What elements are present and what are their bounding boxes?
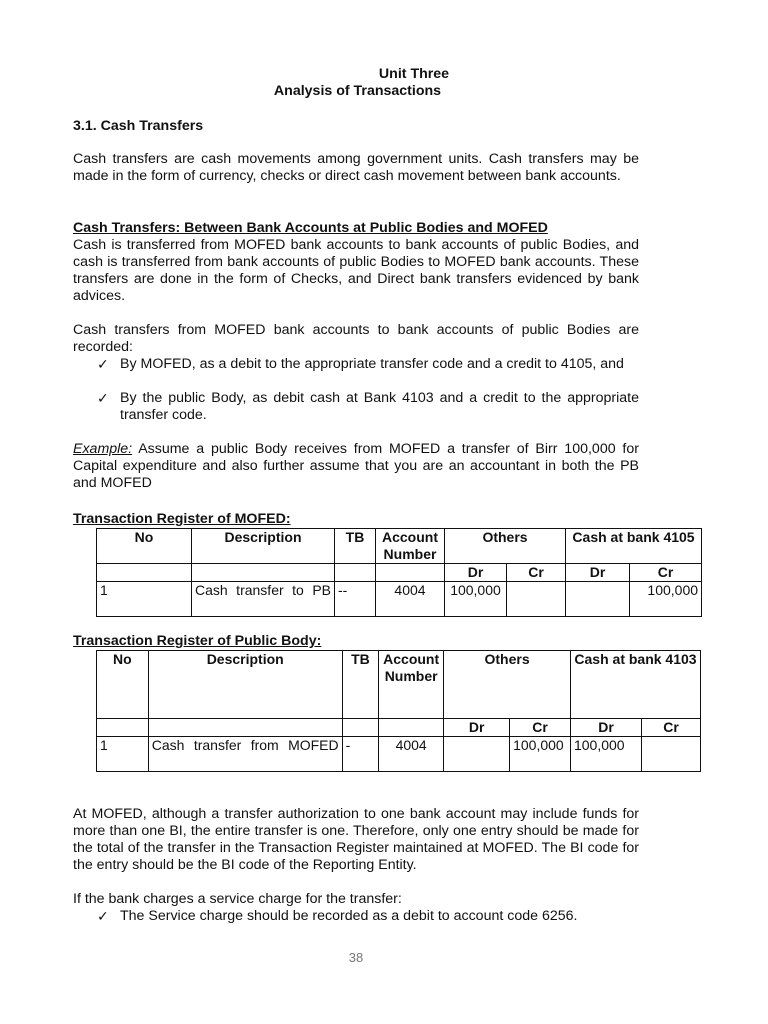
header-cash-dr: Dr [566,564,630,582]
header-cash-cr: Cr [630,564,702,582]
header-no: No [97,529,192,564]
closing-paragraph: At MOFED, although a transfer authorization to one bank account may include funds for more than one BI, the entire transfer is one. Therefore, only one entry should be made for the total of the transfer in the Transaction Register maintained at MOFED. The BI code for the entry should be the BI code of the Reporting Entity. [73,806,639,873]
cell-account-number: 4004 [376,582,445,617]
header-tb: TB [342,651,379,719]
table-subheader-row [97,719,701,737]
table-row [97,737,701,772]
example-paragraph [73,441,639,492]
subsection-paragraph: Cash is transferred from MOFED bank accounts to bank accounts of public Bodies, and cash is transferred from bank accounts of public Bodies to MOFED bank accounts. These transfers are done in the form of Checks, and Direct bank transfers evidenced by bank advices. [73,237,639,304]
cell-cash-dr [566,582,630,617]
table-header-row [97,651,701,719]
header-cash-at-bank: Cash at bank 4103 [570,651,700,719]
page-title: Analysis of Transactions [273,83,442,99]
bullet-mofed: By MOFED, as a debit to the appropriate transfer code and a credit to 4105, and [120,356,624,372]
recorded-intro: Cash transfers from MOFED bank accounts to bank accounts of public Bodies are recorded: [73,322,639,355]
header-others: Others [445,529,566,564]
header-cash-at-bank: Cash at bank 4105 [566,529,702,564]
cell-no: 1 [97,737,149,772]
mofed-register-title: Transaction Register of MOFED: [73,511,291,527]
header-others-cr: Cr [510,719,571,737]
pb-register-table [96,650,701,772]
example-label: Example: [73,441,133,457]
header-others-dr: Dr [444,719,510,737]
cell-cash-cr [642,737,701,772]
service-intro: If the bank charges a service charge for the transfer: [73,891,402,907]
cell-cash-cr: 100,000 [630,582,702,617]
table-subheader-row [97,564,702,582]
table-row [97,582,702,617]
header-no: No [97,651,149,719]
header-account-number: Account Number [376,529,445,564]
unit-title: Unit Three [378,66,450,82]
mofed-register-table [96,528,702,617]
check-icon: ✓ [97,390,109,406]
intro-paragraph: Cash transfers are cash movements among government units. Cash transfers may be made in the form of currency, checks or direct cash movement between bank accounts. [73,151,639,184]
check-icon: ✓ [97,356,109,372]
cell-tb: -- [335,582,376,617]
header-tb: TB [335,529,376,564]
header-others-dr: Dr [445,564,507,582]
page-number: 38 [348,950,364,965]
header-others-cr: Cr [507,564,566,582]
cell-description: Cash transfer to PB [192,582,335,617]
bullet-service-charge: The Service charge should be recorded as a debit to account code 6256. [120,908,578,924]
bullet-public-body: By the public Body, as debit cash at Bank 4103 and a credit to the appropriate transfer code. [120,390,639,423]
cell-cash-dr: 100,000 [570,737,641,772]
header-account-number: Account Number [379,651,444,719]
check-icon: ✓ [97,908,109,924]
cell-account-number: 4004 [379,737,444,772]
example-text: Assume a public Body receives from MOFED a transfer of Birr 100,000 for Capital expenditure and also further assume that you are an accountant in both the PB and MOFED [73,441,639,491]
section-heading: 3.1. Cash Transfers [73,118,204,134]
cell-others-dr [444,737,510,772]
header-description: Description [148,651,342,719]
header-cash-cr: Cr [642,719,701,737]
cell-no: 1 [97,582,192,617]
cell-others-cr: 100,000 [510,737,571,772]
header-others: Others [444,651,571,719]
cell-description: Cash transfer from MOFED [148,737,342,772]
cell-others-cr [507,582,566,617]
header-description: Description [192,529,335,564]
cell-tb: - [342,737,379,772]
subsection-heading: Cash Transfers: Between Bank Accounts at Public Bodies and MOFED [73,220,548,236]
header-cash-dr: Dr [570,719,641,737]
table-header-row [97,529,702,564]
cell-others-dr: 100,000 [445,582,507,617]
pb-register-title: Transaction Register of Public Body: [73,633,322,649]
